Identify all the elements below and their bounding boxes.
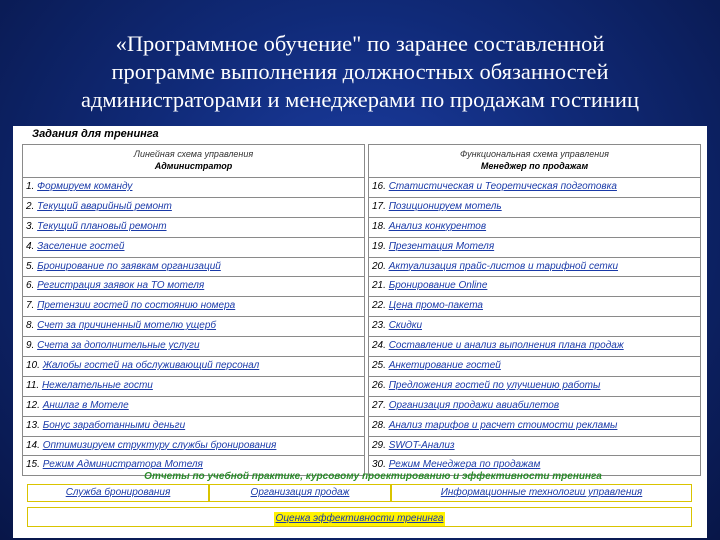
evaluation-link[interactable]: Оценка эффективности тренинга [275,513,444,524]
task-number: 2. [26,200,35,212]
task-link[interactable]: Заселение гостей [37,240,125,252]
report-booking-link[interactable] [27,484,209,502]
left-header-role: Администратор [154,161,233,171]
title-line: программе выполнения должностных обязанностей [111,59,609,84]
task-number: 10. [26,360,40,372]
title-line: администраторами и менеджерами по продажам гостиниц [80,87,640,112]
task-link[interactable]: Счета за дополнительные услуги [37,340,200,352]
task-link[interactable]: Презентация Мотеля [388,240,495,252]
task-number: 3. [26,220,35,232]
task-link[interactable]: Позиционируем мотель [388,200,502,212]
task-row [22,238,365,258]
task-row [368,417,701,437]
task-row [22,337,365,357]
task-number: 19. [372,240,386,252]
task-row [22,277,365,297]
task-row [368,218,701,238]
left-column-header [22,144,365,178]
task-number: 8. [26,320,35,332]
task-link[interactable]: Статистическая и Теоретическая подготовка [388,181,617,192]
task-link[interactable]: Нежелательные гости [41,379,153,391]
task-link[interactable]: Претензии гостей по состоянию номера [37,300,236,312]
task-number: 23. [372,320,386,332]
task-link[interactable]: Цена промо-пакета [388,300,483,312]
task-row [22,377,365,397]
report-sales-label[interactable]: Организация продаж [250,487,350,498]
task-number: 12. [26,399,40,411]
task-link[interactable]: Оптимизируем структуру службы бронирования [42,439,277,451]
task-number: 29. [372,439,386,451]
task-link[interactable]: Текущий плановый ремонт [37,220,167,232]
task-number: 22. [372,300,386,312]
task-link[interactable]: Текущий аварийный ремонт [37,200,172,212]
task-row [368,397,701,417]
report-it-link[interactable] [391,484,692,502]
title-line: «Программное обучение" по заранее составленной [115,31,605,56]
task-number: 25. [372,360,386,372]
task-link[interactable]: Анализ тарифов и расчет стоимости рекламы [388,419,618,431]
task-row [22,258,365,278]
task-row [368,277,701,297]
task-number: 11. [26,379,40,391]
right-header-role: Менеджер по продажам [480,161,589,171]
task-link[interactable]: Режим Менеджера по продажам [388,459,541,471]
task-row [22,397,365,417]
report-booking-label[interactable]: Служба бронирования [65,487,171,498]
task-link[interactable]: Формируем команду [37,181,133,192]
task-number: 4. [26,240,35,252]
task-link[interactable]: Актуализация прайс-листов и тарифной сетки [388,260,619,272]
task-row [368,198,701,218]
task-link[interactable]: Бонус заработанными деньги [42,419,186,431]
task-number: 24. [372,340,386,352]
task-row [22,357,365,377]
task-row [22,417,365,437]
task-number: 27. [372,399,386,411]
right-column-header [368,144,701,178]
slide-title [20,30,700,114]
task-link[interactable]: Анкетирование гостей [388,360,501,372]
task-link[interactable]: Бронирование Online [388,280,488,292]
task-number: 7. [26,300,35,312]
task-number: 1. [26,181,35,192]
task-link[interactable]: Составление и анализ выполнения плана продаж [388,340,624,352]
task-number: 30. [372,459,386,471]
panel-heading: Задания для тренинга [32,128,159,140]
task-link[interactable]: Анализ конкурентов [388,220,487,232]
task-number: 5. [26,260,35,272]
reports-title: Отчеты по учебной практике, курсовому проектированию и эффективности тренинга [144,471,602,482]
task-link[interactable]: Режим Администратора Мотеля [42,459,203,471]
task-row [368,337,701,357]
task-link[interactable]: Регистрация заявок на ТО мотеля [37,280,205,292]
task-row [22,218,365,238]
task-number: 20. [372,260,386,272]
task-row [22,297,365,317]
task-row [368,437,701,457]
left-header-scheme: Линейная схема управления [133,149,254,159]
task-number: 21. [372,280,386,292]
task-row [368,238,701,258]
task-number: 14. [26,439,40,451]
task-link[interactable]: Предложения гостей по улучшению работы [388,379,601,391]
task-number: 13. [26,419,40,431]
task-row [368,297,701,317]
task-number: 15. [26,459,40,471]
right-header-scheme: Функциональная схема управления [460,149,609,159]
task-number: 16. [372,181,386,192]
report-sales-link[interactable] [209,484,391,502]
training-tasks-panel [13,126,707,538]
task-number: 26. [372,379,386,391]
left-task-list [22,178,365,476]
task-link[interactable]: Организация продажи авиабилетов [388,399,560,411]
task-link[interactable]: Аншлаг в Мотеле [42,399,129,411]
task-row [22,198,365,218]
task-link[interactable]: Бронирование по заявкам организаций [37,260,221,272]
task-row [368,317,701,337]
task-number: 6. [26,280,35,292]
task-number: 18. [372,220,386,232]
evaluation-box [27,507,692,527]
task-number: 17. [372,200,386,212]
task-row [22,178,365,198]
task-link[interactable]: Жалобы гостей на обслуживающий персонал [42,360,260,372]
task-link[interactable]: Скидки [388,320,423,332]
right-task-list [368,178,701,476]
task-row [368,178,701,198]
task-row [22,437,365,457]
report-it-label[interactable]: Информационные технологии управления [440,487,643,498]
task-number: 9. [26,340,35,352]
task-link[interactable]: SWOT-Анализ [388,439,455,451]
task-row [368,258,701,278]
task-row [368,357,701,377]
task-link[interactable]: Счет за причиненный мотелю ущерб [37,320,217,332]
task-row [22,317,365,337]
task-row [368,377,701,397]
task-number: 28. [372,419,386,431]
